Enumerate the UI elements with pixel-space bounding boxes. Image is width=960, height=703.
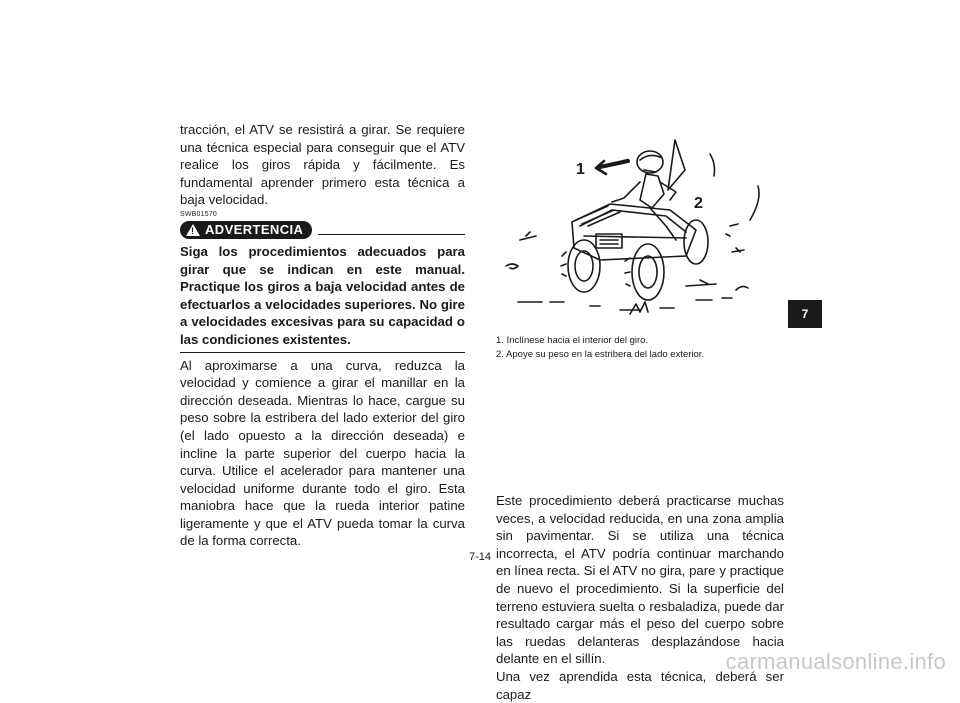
warning-header — [180, 220, 465, 240]
warning-end-rule — [180, 352, 465, 353]
warning-text: Siga los procedimientos adecuados para girar que se indican en este manual. Practique los giros a baja velocidad antes de efectuarlos a velocidades superiores. No gire a velocidades excesivas para su capacidad o las condiciones existentes. — [180, 243, 465, 347]
warning-label: ADVERTENCIA — [205, 222, 304, 238]
page-number: 7-14 — [468, 551, 492, 563]
body-paragraph: Al aproximarse a una curva, reduzca la velocidad y comience a girar el manillar en la dirección deseada. Mientras lo hace, cargue su peso sobre la estribera del lado exterior del giro (el lado opuesto a la dirección deseada) e incline la parte superior del cuerpo hacia la curva. Utilice el acelerador para mantener una velocidad uniforme durante todo el giro. Esta maniobra hace que la rueda interior patine ligeramente y que el ATV pueda tomar la curva de la forma correcta. — [180, 357, 465, 549]
left-column — [180, 121, 465, 550]
caption-2: 2. Apoye su peso en la estribera del lado exterior. — [496, 349, 705, 360]
caption-1: 1. Inclínese hacia el interior del giro. — [496, 335, 649, 346]
warning-header-rule — [318, 234, 465, 235]
illustration-captions — [496, 334, 786, 362]
right-body-paragraph-continued: Una vez aprendida esta técnica, deberá ser capaz — [496, 668, 784, 702]
callout-2: 2 — [694, 195, 703, 212]
warning-code: SWB01570 — [180, 210, 218, 218]
callout-1: 1 — [576, 161, 585, 178]
warning-badge — [180, 221, 312, 239]
right-body-paragraph: Este procedimiento deberá practicarse muchas veces, a velocidad reducida, en una zona amplia sin pavimentar. Si se utiliza una técnica incorrecta, el ATV podría continuar marchando en línea recta. Si el ATV no gira, pare y practique de nuevo el procedimiento. Si la superficie del terreno estuviera suelta o resbaladiza, puede dar resultado cargar más el peso del cuerpo sobre las ruedas delanteras desplazándose hacia delante en el sillín. — [496, 493, 784, 667]
chapter-tab: 7 — [788, 300, 822, 328]
watermark: carmanualsonline.info — [725, 649, 946, 674]
intro-paragraph: tracción, el ATV se resistirá a girar. Se requiere una técnica especial para conseguir que el ATV realice los giros rápida y fácilmente. Es fundamental aprender primero esta técnica a baja velocidad. — [180, 122, 465, 208]
atv-turning-illustration — [500, 130, 780, 330]
warning-triangle-icon: ! — [186, 224, 200, 236]
